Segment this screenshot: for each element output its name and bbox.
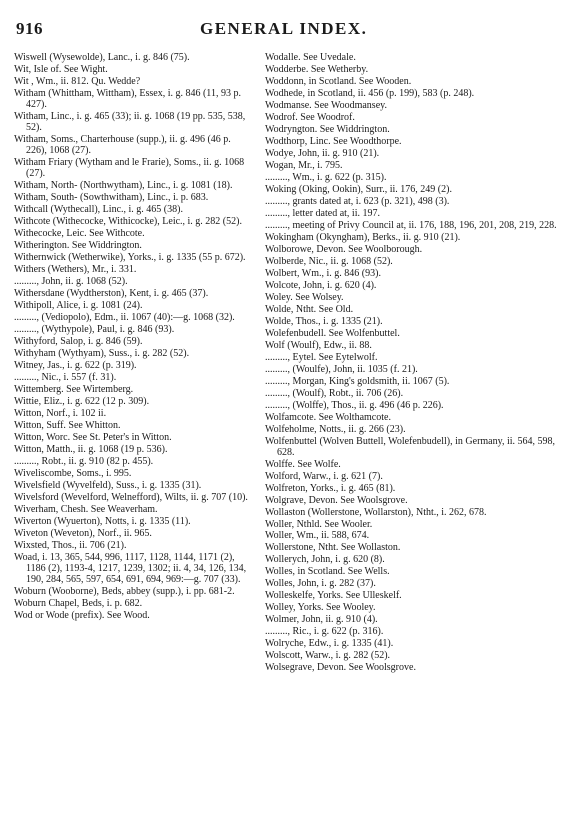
index-column-left <box>14 52 253 622</box>
running-title: GENERAL INDEX. <box>200 19 368 38</box>
index-entry: Wolfreton, Yorks., i. g. 465 (81). <box>265 482 396 494</box>
index-entry: ........., grants dated at, i. 623 (p. 321), 498 (3). <box>265 195 450 207</box>
index-entry: Wolmer, John, ii. g. 910 (4). <box>265 614 378 626</box>
index-entry: ........., Nic., i. 557 (f. 31). <box>14 372 117 384</box>
index-entry: Wit, Isle of. See Wight. <box>14 63 108 75</box>
index-entry: Woburn (Wooborne), Beds, abbey (supp.), i. pp. 681-2. <box>14 585 235 597</box>
index-entry: Wodalle. See Uvedale. <box>265 52 356 63</box>
index-entry: Wolefenbudell. See Wolfenbuttel. <box>265 327 400 339</box>
index-entry: Wiswell (Wysewolde), Lanc., i. g. 846 (75). <box>14 52 190 63</box>
page-number: 916 <box>16 19 43 38</box>
index-entry: Wolles, in Scotland. See Wells. <box>265 566 390 578</box>
index-entry: ........., letter dated at, ii. 197. <box>265 207 380 219</box>
index-entry: Wolsegrave, Devon. See Woolsgrove. <box>265 662 416 674</box>
index-entry: Withecocke, Leic. See Withcote. <box>14 228 145 240</box>
index-entry: Witham, Soms., Charterhouse (supp.), ii. g. 496 (46 p. 226), 1068 (27). <box>14 134 231 157</box>
index-entry: Woking (Oking, Ookin), Surr., ii. 176, 249 (2). <box>265 183 452 195</box>
index-entry: Withers (Wethers), Mr., i. 331. <box>14 264 137 276</box>
index-entry: Withcote (Withecocke, Withicocke), Leic., i. g. 282 (52). <box>14 216 242 228</box>
index-entry: Wiverton (Wyuerton), Notts, i. g. 1335 (11). <box>14 515 191 527</box>
index-entry: Wollerstone, Ntht. See Wollaston. <box>265 542 401 554</box>
index-entry: Woller, Wm., ii. 588, 674. <box>265 530 370 542</box>
index-entry: Wod or Wode (prefix). See Wood. <box>14 609 150 621</box>
index-entry: Woller, Nthld. See Wooler. <box>265 518 373 530</box>
index-entry: Wiveliscombe, Soms., i. 995. <box>14 467 132 479</box>
index-entry: Witherington. See Widdrington. <box>14 240 142 252</box>
index-entry: Witham, Linc., i. g. 465 (33); ii. g. 1068 (19 pp. 535, 538, 52). <box>14 111 246 134</box>
index-entry: Woley. See Wolsey. <box>265 291 344 303</box>
index-entry: Withernwick (Wetherwike), Yorks., i. g. 1335 (55 p. 672). <box>14 252 246 264</box>
index-entry: Wolfeholme, Notts., ii. g. 266 (23). <box>265 423 406 435</box>
index-entry: ........., Ric., i. g. 622 (p. 316). <box>265 626 384 638</box>
index-entry: Wodmanse. See Woodmansey. <box>265 99 387 111</box>
index-entry: ........., Robt., ii. g. 910 (82 p. 455). <box>14 455 154 467</box>
index-entry: Witham Friary (Wytham and le Frarie), Soms., ii. g. 1068 (27). <box>14 157 245 180</box>
index-entry: Wolf (Woulf), Edw., ii. 88. <box>265 339 372 351</box>
index-entry: Wolde, Thos., i. g. 1335 (21). <box>265 315 383 327</box>
index-entry: Wolffe. See Wolfe. <box>265 458 341 470</box>
index-entry: ........., meeting of Privy Council at, ii. 176, 188, 196, 201, 208, 219, 228. <box>265 219 557 231</box>
index-entry: ........., Wm., i. g. 622 (p. 315). <box>265 171 387 183</box>
index-entry: Woad, i. 13, 365, 544, 996, 1117, 1128, 1144, 1171 (2), 1186 (2), 1193-4, 1217, 1239, 1302; ii. 4, 34, 126, 134, 190, 284, 565, 597, 654, 691, 694, 969:—g. 707 (33). <box>14 551 247 585</box>
index-entry: Withyford, Salop, i. g. 846 (59). <box>14 336 143 348</box>
index-column-right <box>265 52 559 674</box>
index-entry: ........., John, ii. g. 1068 (52). <box>14 276 128 288</box>
index-entry: Wodthorp, Linc. See Woodthorpe. <box>265 135 402 147</box>
index-entry: Wodye, John, ii. g. 910 (21). <box>265 147 380 159</box>
index-entry: Witham (Whittham, Wittham), Essex, i. g. 846 (11, 93 p. 427). <box>14 87 241 111</box>
index-entry: Wolfamcote. See Wolthamcote. <box>265 411 391 423</box>
index-entry: Wiveton (Weveton), Norf., ii. 965. <box>14 527 152 539</box>
index-entry: Wolcote, John, i. g. 620 (4). <box>265 279 377 291</box>
index-entry: ........., Eytel. See Eytelwolf. <box>265 351 378 363</box>
index-entry: Wolberde, Nic., ii. g. 1068 (52). <box>265 255 393 267</box>
index-entry: Wivelsford (Wevelford, Welnefford), Wilts, ii. g. 707 (10). <box>14 491 248 503</box>
index-entry: Wolbert, Wm., i. g. 846 (93). <box>265 267 381 279</box>
index-entry: Witton, Suff. See Whitton. <box>14 419 121 431</box>
page-header <box>0 0 567 50</box>
index-entry: Wolford, Warw., i. g. 621 (7). <box>265 470 383 482</box>
index-entry: Wittie, Eliz., i. g. 622 (12 p. 309). <box>14 395 150 407</box>
index-entry: ........., (Woulfe), John, ii. 1035 (f. 21). <box>265 363 418 375</box>
index-entry: Witham, South- (Sowthwitham), Linc., i. p. 683. <box>14 192 209 204</box>
index-entry: Withipoll, Alice, i. g. 1081 (24). <box>14 300 143 312</box>
index-entry: ........., (Wolffe), Thos., ii. g. 496 (46 p. 226). <box>265 399 444 411</box>
index-entry: Witney, Jas., i. g. 622 (p. 319). <box>14 360 137 372</box>
index-entry: Wittemberg. See Wirtemberg. <box>14 384 134 395</box>
index-entry: Wollaston (Wollerstone, Wollarston), Ntht., i. 262, 678. <box>265 506 487 518</box>
index-entry: Wolley, Yorks. See Wooley. <box>265 602 376 614</box>
index-entry: Witton, Norf., i. 102 ii. <box>14 407 107 419</box>
index-entry: Wogan, Mr., i. 795. <box>265 159 343 171</box>
index-entry: Witton, Matth., ii. g. 1068 (19 p. 536). <box>14 443 168 455</box>
index-entry: Woddonn, in Scotland. See Wooden. <box>265 75 412 87</box>
index-entry: Wixsted, Thos., ii. 706 (21). <box>14 539 127 551</box>
index-entry: ........., Morgan, King's goldsmith, ii. 1067 (5). <box>265 375 450 387</box>
index-entry: ........., (Vediopolo), Edm., ii. 1067 (40):—g. 1068 (32). <box>14 312 235 324</box>
index-entry: Wolryche, Edw., i. g. 1335 (41). <box>265 638 394 650</box>
index-entry: Wodderbe. See Wetherby. <box>265 63 369 75</box>
index-entry: Wivelsfield (Wyvelfeld), Suss., i. g. 1335 (31). <box>14 479 202 491</box>
index-entry: Withcall (Wythecall), Linc., i. g. 465 (38). <box>14 204 183 216</box>
index-entry: Wodhede, in Scotland, ii. 456 (p. 199), 583 (p. 248). <box>265 87 475 99</box>
index-entry: Wollerych, John, i. g. 620 (8). <box>265 554 385 566</box>
index-entry: Wodrof. See Woodrof. <box>265 111 355 123</box>
index-entry: Wolgrave, Devon. See Woolsgrove. <box>265 494 408 506</box>
index-entry: Withyham (Wythyam), Suss., i. g. 282 (52). <box>14 348 190 360</box>
index-entry: Wolborowe, Devon. See Woolborough. <box>265 243 423 255</box>
index-entry: Wolleskelfe, Yorks. See Ulleskelf. <box>265 590 402 602</box>
index-entry: Wodryngton. See Widdrington. <box>265 123 390 135</box>
index-entry: Wolde, Ntht. See Old. <box>265 303 354 315</box>
index-entry: ........., (Wythypole), Paul, i. g. 846 (93). <box>14 324 175 336</box>
index-entry: Withersdane (Wydtherston), Kent, i. g. 465 (37). <box>14 288 209 300</box>
index-entry: Woburn Chapel, Beds, i. p. 682. <box>14 597 143 609</box>
index-entry: Wit , Wm., ii. 812. Qu. Wedde? <box>14 75 141 87</box>
index-entry: Witton, Worc. See St. Peter's in Witton. <box>14 431 172 443</box>
index-entry: Wokingham (Okyngham), Berks., ii. g. 910 (21). <box>265 231 461 243</box>
index-entry: Wiverham, Chesh. See Weaverham. <box>14 503 158 515</box>
index-entry: Wolles, John, i. g. 282 (37). <box>265 578 376 590</box>
index-entry: Wolfenbuttel (Wolven Buttell, Wolefenbudell), in Germany, ii. 564, 598, 628. <box>265 435 556 458</box>
index-entry: ........., (Woulf), Robt., ii. 706 (26). <box>265 387 404 399</box>
index-entry: Witham, North- (Northwytham), Linc., i. g. 1081 (18). <box>14 180 233 192</box>
index-entry: Wolscott, Warw., i. g. 282 (52). <box>265 650 391 662</box>
